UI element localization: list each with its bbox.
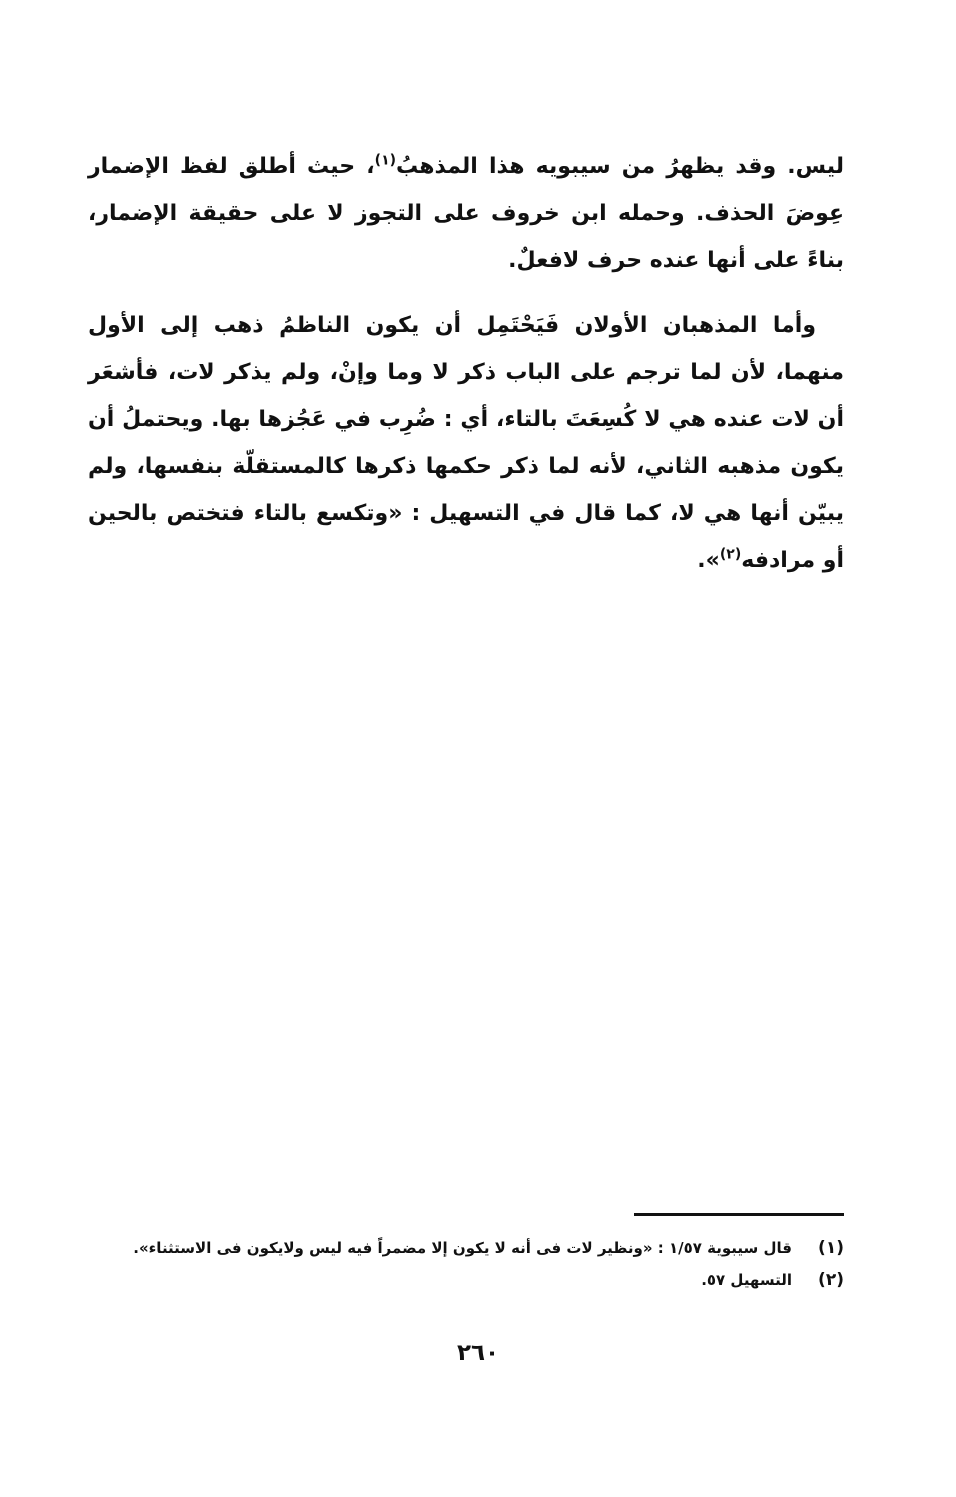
footnote-2 bbox=[88, 1264, 844, 1296]
paragraph-2-text-start: وأما المذهبان الأولان فَيَحْتَمِل أن يكون الناظمُ ذهب إلى الأول منهما، لأن لما ترجم على الباب ذكر لا وما وإنْ، ولم يذكر لات، فأشعَر أن لات عنده هي لا كُسِعَتَ بالتاء، أي : ضُرِب في عَجُزها بها. ويحتملُ أن يكون مذهبه الثاني، لأنه لما ذكر حكمها ذكرها كالمستقلّة بنفسها، ولم يبيّن أنها هي لا، كما قال في التسهيل : «وتكسع بالتاء فتختص بالحين أو مرادفه bbox=[88, 313, 844, 573]
footnote-2-text: التسهيل ٥٧. bbox=[701, 1271, 792, 1289]
footnote-reference-2: (٢) bbox=[719, 546, 742, 563]
footnote-1-marker: (١) bbox=[818, 1238, 844, 1258]
paragraph-1-text-start: ليس. وقد يظهرُ من سيبويه هذا المذهبُ bbox=[396, 154, 844, 179]
footnote-1-text: قال سيبوية ١/٥٧ : «ونظير لات فى أنه لا يكون إلا مضمراً فيه ليس ولايكون فى الاستثناء». bbox=[133, 1239, 792, 1257]
footnotes bbox=[88, 1232, 844, 1296]
page-number: ٢٦٠ bbox=[456, 1340, 500, 1366]
main-text bbox=[88, 143, 844, 584]
footnote-2-marker: (٢) bbox=[818, 1270, 844, 1290]
footnote-1 bbox=[88, 1232, 844, 1264]
paragraph-1 bbox=[88, 143, 844, 284]
footnote-reference-1: (١) bbox=[374, 152, 397, 169]
paragraph-1-text-end: ، حيث أطلق لفظ الإضمار عِوضَ الحذف. وحمله ابن خروف على التجوز لا على حقيقة الإضمار، بناءً على أنها عنده حرف لافعلٌ. bbox=[88, 154, 844, 273]
footnote-separator bbox=[634, 1213, 844, 1216]
paragraph-2 bbox=[88, 302, 844, 584]
paragraph-2-text-end: ». bbox=[697, 548, 720, 573]
